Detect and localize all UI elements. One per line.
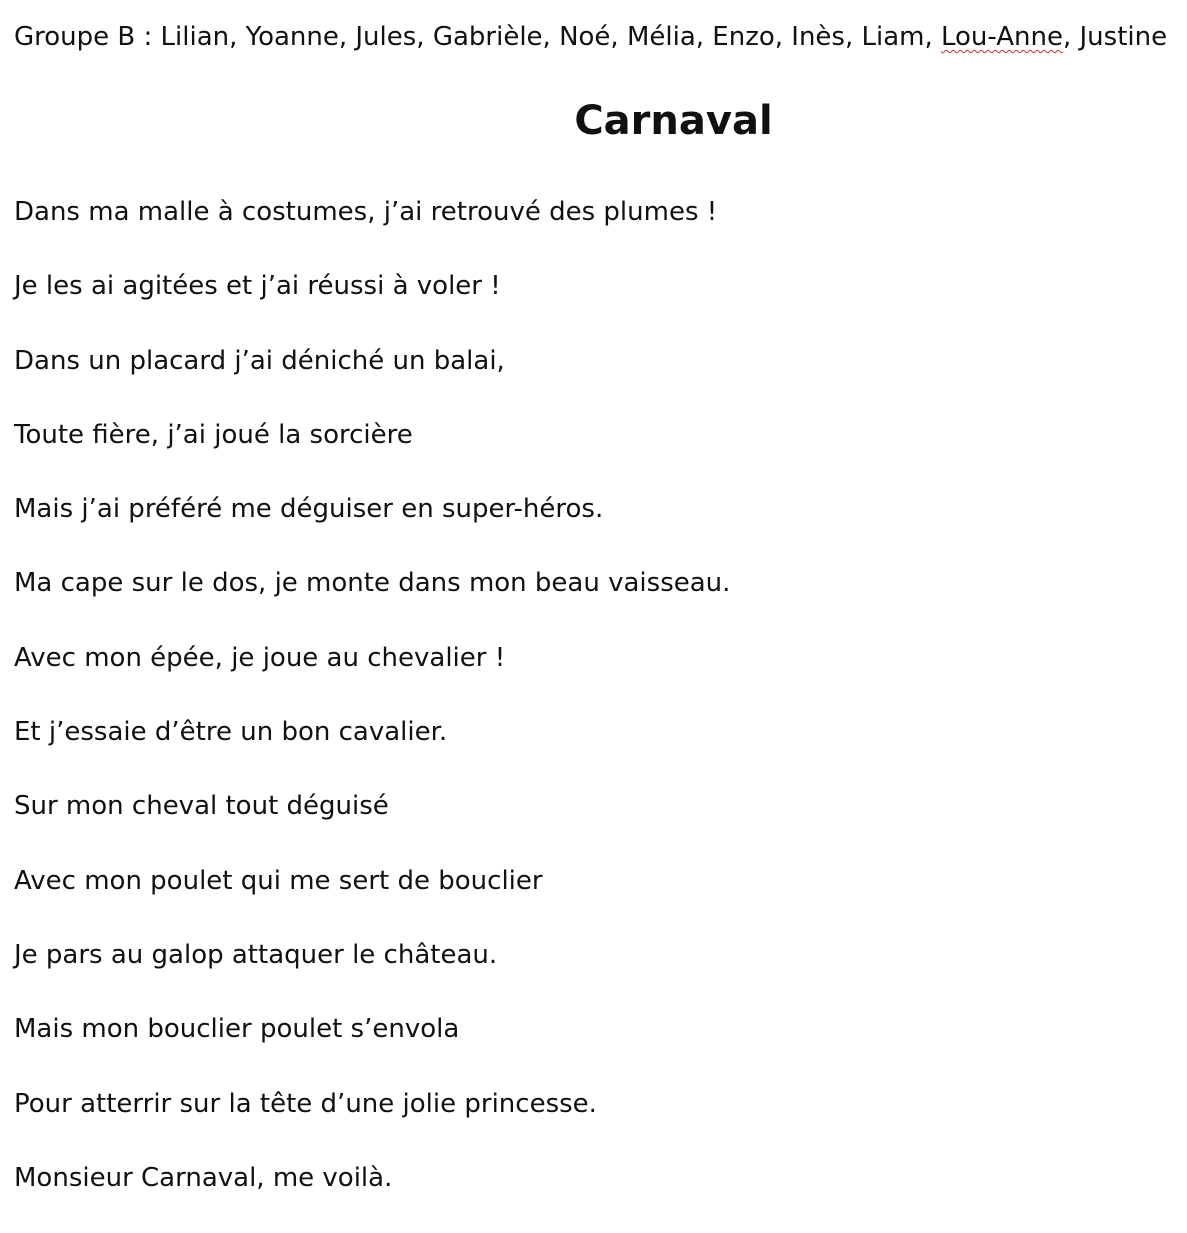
poem-body: [14, 193, 730, 1233]
group-members-text-end: , Justine: [1062, 22, 1168, 52]
poem-line: Sur mon cheval tout déguisé: [14, 791, 389, 822]
poem-line: Et j’essaie d’être un bon cavalier.: [14, 717, 448, 748]
group-members-line: [14, 18, 1167, 56]
poem-line: Dans un placard j’ai déniché un balai,: [14, 345, 505, 376]
poem-line: Je pars au galop attaquer le château.: [14, 939, 498, 970]
poem-line: Pour atterrir sur la tête d’une jolie princesse.: [14, 1088, 597, 1119]
group-members-text: Groupe B : Lilian, Yoanne, Jules, Gabrièle, Noé, Mélia, Enzo, Inès, Liam,: [14, 22, 941, 52]
poem-line: Avec mon épée, je joue au chevalier !: [14, 642, 506, 673]
poem-line: Toute fière, j’ai joué la sorcière: [14, 419, 413, 450]
poem-line: Ma cape sur le dos, je monte dans mon beau vaisseau.: [14, 568, 731, 599]
poem-title: Carnaval: [574, 98, 773, 144]
poem-line: Mais mon bouclier poulet s’envola: [14, 1014, 460, 1045]
poem-line: Avec mon poulet qui me sert de bouclier: [14, 865, 543, 896]
poem-line: Je les ai agitées et j’ai réussi à voler !: [14, 271, 501, 302]
poem-line: Monsieur Carnaval, me voilà.: [14, 1162, 393, 1193]
poem-line: Dans ma malle à costumes, j’ai retrouvé des plumes !: [14, 197, 718, 227]
spellcheck-flagged-name[interactable]: Lou-Anne: [941, 22, 1063, 52]
poem-line: Mais j’ai préféré me déguiser en super-héros.: [14, 494, 604, 525]
